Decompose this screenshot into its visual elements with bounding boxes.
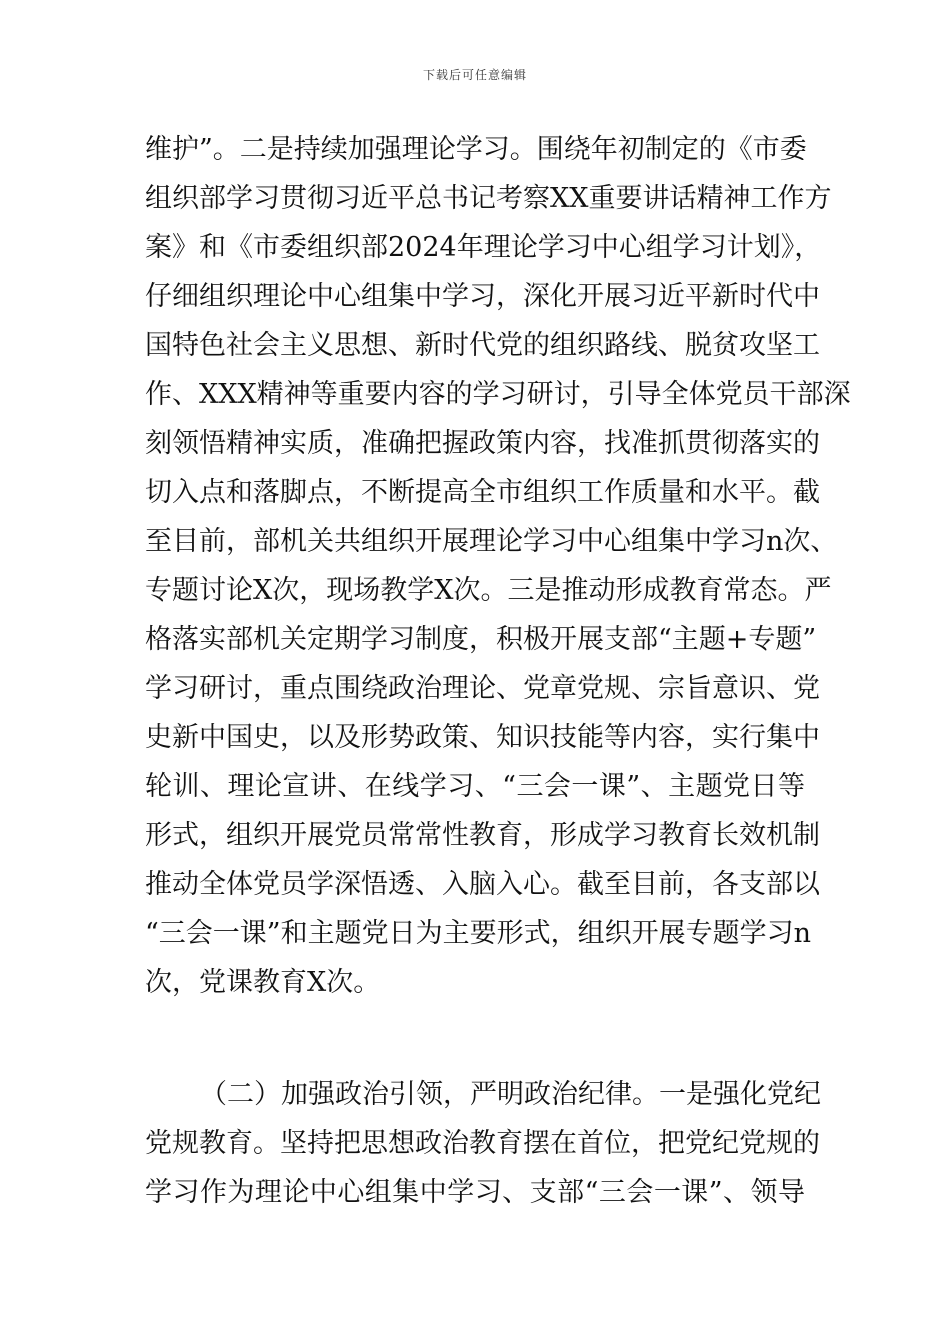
text-line: 专题讨论X次，现场教学X次。三是推动形成教育常态。严 [145, 575, 832, 606]
text-line: 组织部学习贯彻习近平总书记考察XX重要讲话精神工作方 [145, 183, 832, 214]
text-line: （二）加强政治引领，严明政治纪律。一是强化党纪 [200, 1079, 821, 1110]
text-line: 案》和《市委组织部2024年理论学习中心组学习计划》， [145, 232, 822, 263]
page-header: 下载后可任意编辑 [422, 68, 527, 82]
text-line: 格落实部机关定期学习制度，积极开展支部“主题+专题” [145, 624, 817, 655]
text-line: 维护”。二是持续加强理论学习。围绕年初制定的《市委 [145, 134, 807, 165]
text-line: 史新中国史，以及形势政策、知识技能等内容，实行集中 [145, 722, 820, 753]
text-line: 切入点和落脚点，不断提高全市组织工作质量和水平。截 [145, 477, 820, 508]
text-line: 至目前，部机关共组织开展理论学习中心组集中学习n次、 [145, 526, 838, 557]
text-line: 轮训、理论宣讲、在线学习、“三会一课”、主题党日等 [145, 771, 805, 802]
text-line: “三会一课”和主题党日为主要形式，组织开展专题学习n [145, 918, 811, 949]
text-line: 作、XXX精神等重要内容的学习研讨，引导全体党员干部深 [145, 379, 851, 410]
text-line: 次，党课教育X次。 [145, 967, 381, 998]
text-line: 党规教育。坚持把思想政治教育摆在首位，把党纪党规的 [145, 1128, 820, 1159]
text-line: 形式，组织开展党员常常性教育，形成学习教育长效机制 [145, 820, 820, 851]
text-line: 刻领悟精神实质，准确把握政策内容，找准抓贯彻落实的 [145, 428, 820, 459]
text-line: 学习研讨，重点围绕政治理论、党章党规、宗旨意识、党 [145, 673, 820, 704]
text-line: 推动全体党员学深悟透、入脑入心。截至目前，各支部以 [145, 869, 820, 900]
text-line: 学习作为理论中心组集中学习、支部“三会一课”、领导 [145, 1177, 805, 1208]
text-line: 国特色社会主义思想、新时代党的组织路线、脱贫攻坚工 [145, 330, 820, 361]
text-line: 仔细组织理论中心组集中学习，深化开展习近平新时代中 [145, 281, 820, 312]
